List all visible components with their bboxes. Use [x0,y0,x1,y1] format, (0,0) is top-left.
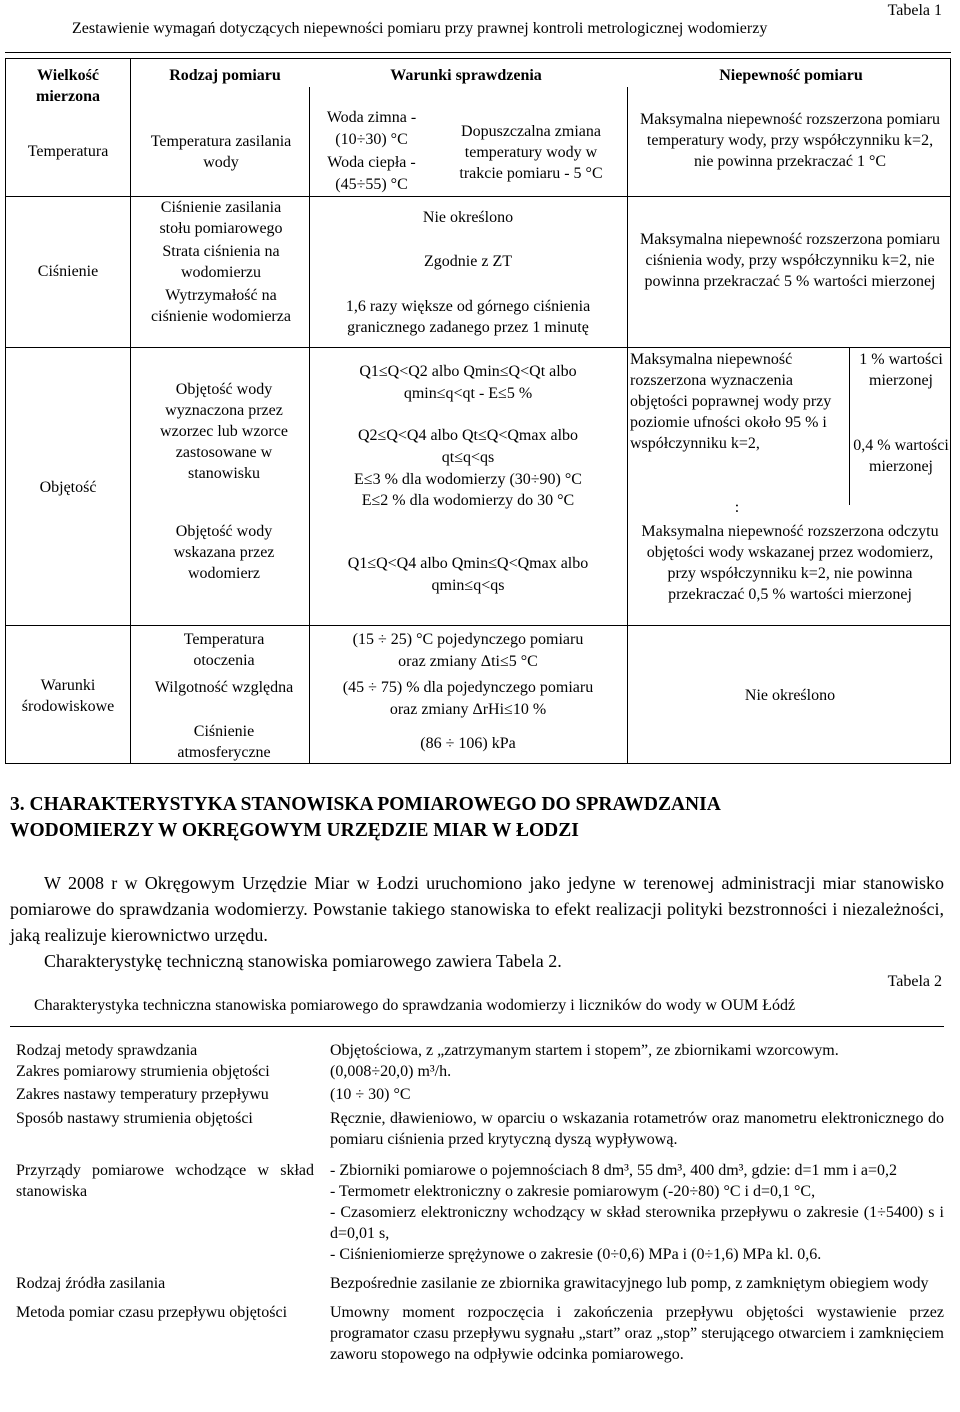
env-c1b: oraz zmiany Δti≤5 °C [398,653,538,670]
volume-u1-text: Maksymalna niepewność rozszerzona wyznaczenia objętości poprawnej wody przy poziomie ufności około 95 % i współczynniku k=2, [630,351,832,452]
header-uncertainty: Niepewność pomiaru [719,67,863,84]
volume-c2b: qt≤q<qs [441,449,495,466]
row-key: Metoda pomiar czasu przepływu objętości [16,1304,288,1321]
volume-c2d: E≤2 % dla wodomierzy do 30 °C [361,492,575,509]
row-value: Bezpośrednie zasilanie ze zbiornika grawitacyjnego lub pomp, z zamkniętym obiegiem wody [330,1275,929,1292]
section-paragraph [10,870,944,974]
volume-c2a: Q2≤Q<Q4 albo Qt≤Q<Qmax albo [357,427,579,444]
pressure-m1: Ciśnienie zasilania stołu pomiarowego [159,199,283,237]
env-c3: (86 ÷ 106) kPa [420,735,516,752]
row-key: Rodzaj źródła zasilania [16,1275,166,1292]
temp-uncertainty: Maksymalna niepewność rozszerzona pomiaru temperatury wody, przy współczynniku k=2, nie powinna przekraczać 1 °C [640,111,940,170]
table-row [10,1061,944,1082]
table-row [10,1273,944,1294]
row-value: Umowny moment rozpoczęcia i zakończenia przepływu objętości wystawienie przez programator czasu przepływu sygnału „start” oraz „stop” sterującego otwarciem i zamknięciem zaworu stopowego na odpływie odcinka pomiarowego. [330,1304,944,1363]
temp-hot: Woda ciepła - [327,154,416,171]
pressure-c3: 1,6 razy większe od górnego ciśnienia granicznego zadanego przez 1 minutę [345,298,591,336]
table1-label: Tabela 1 [887,2,942,19]
temp-change: Dopuszczalna zmiana temperatury wody w trakcie pomiaru - 5 °C [459,123,603,182]
pressure-c1: Nie określono [422,209,514,226]
section-heading-line1: 3. CHARAKTERYSTYKA STANOWISKA POMIAROWEGO DO SPRAWDZANIA [10,794,721,815]
volume-quantity: Objętość [39,479,97,496]
section-heading-line2: WODOMIERZY W OKRĘGOWYM URZĘDZIE MIAR W ŁODZI [10,820,579,841]
table2-rule [10,1026,944,1027]
requirements-table [5,58,951,764]
temp-cold: Woda zimna - [326,109,417,126]
env-m1: Temperatura otoczenia [183,631,265,669]
volume-u1-val2: 0,4 % wartości mierzonej [853,437,949,475]
table-row [10,1302,944,1365]
pressure-m2: Strata ciśnienia na wodomierzu [162,243,280,281]
env-quantity: Warunki środowiskowe [21,677,115,715]
temp-quantity: Temperatura [27,143,109,160]
pressure-quantity: Ciśnienie [37,263,99,280]
table-row [10,1040,944,1061]
row-value: (0,008÷20,0) m³/h. [330,1063,452,1080]
env-m3: Ciśnienie atmosferyczne [177,723,271,761]
env-m2: Wilgotność względna [154,679,294,696]
pressure-m3: Wytrzymałość na ciśnienie wodomierza [151,287,291,325]
header-conditions: Warunki sprawdzenia [390,67,542,84]
pressure-c2: Zgodnie z ZT [424,253,512,270]
volume-c3a: Q1≤Q<Q4 albo Qmin≤Q<Qmax albo [347,555,589,572]
pressure-uncertainty: Maksymalna niepewność rozszerzona pomiaru ciśnienia wody, przy współczynniku k=2, nie powinna przekraczać 5 % wartości mierzonej [640,231,940,290]
volume-u1-colon: : [734,499,740,516]
env-c2b: oraz zmiany ΔrHi≤10 % [389,701,547,718]
paragraph-text-2: Charakterystykę techniczną stanowiska pomiarowego zawiera Tabela 2. [44,951,562,971]
table-row [10,1108,944,1150]
row-value: - Zbiorniki pomiarowe o pojemnościach 8 dm³, 55 dm³, 400 dm³, gdzie: d=1 mm i a=0,2 - Termometr elektroniczny o zakresie pomiarowym (-20÷80) °C i d=0,1 °C, - Czasomierz elektroniczny wchodzący w skład sterownika przepływu o zakresie (1÷5400) s i d=0,01 s, - Ciśnieniomierze sprężynowe o zakresie (0÷0,6) MPa i (0÷1,6) MPa kl. 0,6. [330,1162,944,1263]
row-value: Ręcznie, dławieniowo, w oparciu o wskazania rotametrów oraz manometru elektronicznego do pomiaru ciśnienia przed krytyczną dyszą wypływową. [330,1110,944,1148]
env-uncertainty: Nie określono [744,687,836,704]
paragraph-text: W 2008 r w Okręgowym Urzędzie Miar w Łodzi uruchomiono jako jedyne w terenowej administracji miar stanowisko pomiarowe do sprawdzania wodomierzy. Powstanie takiego stanowiska to efekt realizacji polityki bezstronności i niezależności, jaką realizuje kierownictwo urzędu. [10,873,944,945]
volume-m2: Objętość wody wskazana przez wodomierz [173,523,275,582]
row-key: Zakres pomiarowy strumienia objętości [16,1063,270,1080]
volume-c1b: qmin≤q<qt - E≤5 % [403,385,533,402]
volume-c2c: E≤3 % dla wodomierzy (30÷90) °C [354,471,582,488]
table1-title: Zestawienie wymagań dotyczących niepewności pomiaru przy prawnej kontroli metrologicznej wodomierzy [72,20,768,37]
row-key: Sposób nastawy strumienia objętości [16,1110,253,1127]
row-key: Rodzaj metody sprawdzania [16,1042,198,1059]
characteristics-table [10,1040,944,1365]
env-c1a: (15 ÷ 25) °C pojedynczego pomiaru [352,631,584,648]
temp-cold-range: (10÷30) °C [335,131,408,148]
volume-u2: Maksymalna niepewność rozszerzona odczytu objętości wody wskazanej przez wodomierz, przy współczynniku k=2, nie powinna przekraczać 0,5 % wartości mierzonej [641,523,939,603]
table2-title: Charakterystyka techniczna stanowiska pomiarowego do sprawdzania wodomierzy i liczników do wody w OUM Łódź [34,997,796,1014]
table2-label: Tabela 2 [887,973,942,990]
row-key: Przyrządy pomiarowe wchodzące w skład stanowiska [16,1162,314,1200]
header-measurement: Rodzaj pomiaru [169,67,281,84]
volume-c3b: qmin≤q<qs [431,577,505,594]
table-row [10,1084,944,1105]
table-row [10,1160,944,1265]
title-rule [5,52,951,53]
row-key: Zakres nastawy temperatury przepływu [16,1086,269,1103]
row-value: Objętościowa, z „zatrzymanym startem i stopem”, ze zbiornikami wzorcowym. [330,1042,839,1059]
header-quantity: Wielkość mierzona [36,67,100,105]
section-heading [10,792,940,844]
volume-m1: Objętość wody wyznaczona przez wzorzec lub wzorce zastosowane w stanowisku [160,381,288,482]
env-c2a: (45 ÷ 75) % dla pojedynczego pomiaru [342,679,594,696]
row-value: (10 ÷ 30) °C [330,1086,411,1103]
volume-u1-val1: 1 % wartości mierzonej [859,351,943,389]
volume-c1a: Q1≤Q<Q2 albo Qmin≤Q<Qt albo [359,363,577,380]
temp-measurement: Temperatura zasilania wody [150,133,292,171]
temp-hot-range: (45÷55) °C [335,176,408,193]
